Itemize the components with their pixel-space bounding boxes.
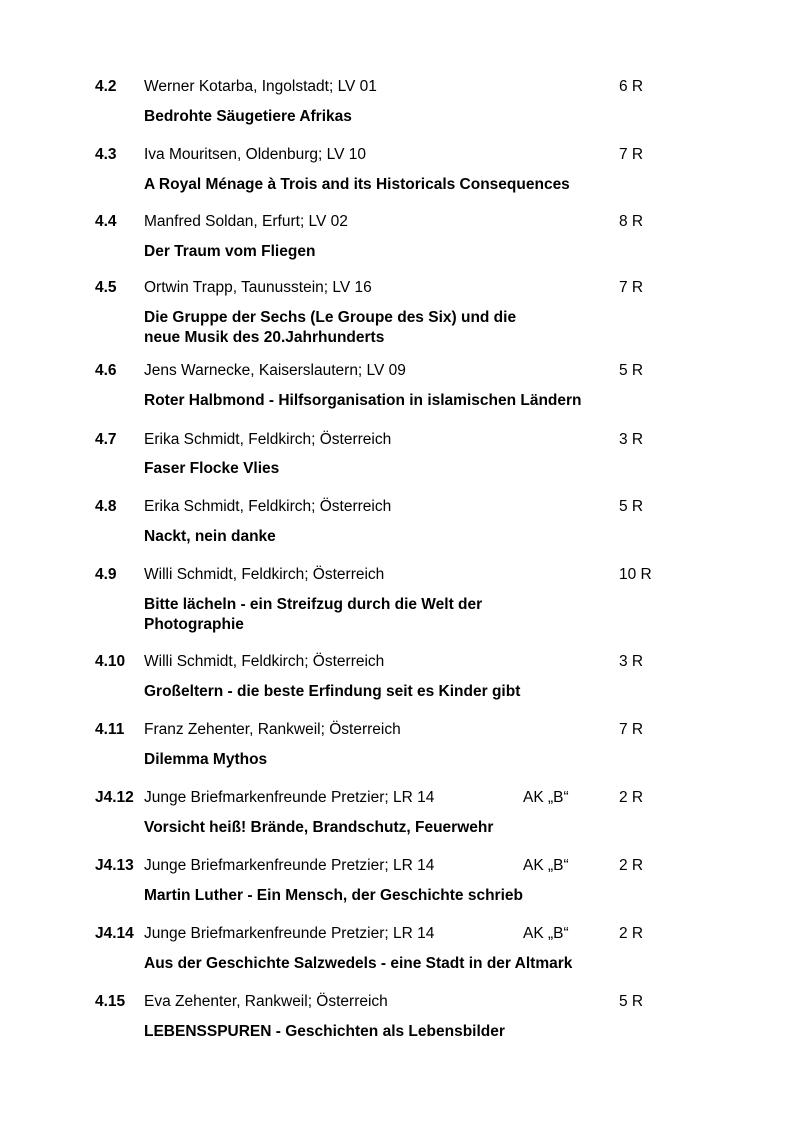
frame-count: 7 R bbox=[619, 146, 644, 163]
exhibitor-name: Junge Briefmarkenfreunde Pretzier; LR 14 bbox=[144, 789, 435, 806]
exhibit-title: Martin Luther - Ein Mensch, der Geschichte schrieb bbox=[144, 887, 523, 904]
exhibit-title: Der Traum vom Fliegen bbox=[144, 243, 316, 260]
frame-count: 2 R bbox=[619, 789, 644, 806]
frame-count: 3 R bbox=[619, 431, 644, 448]
exhibit-number: 4.9 bbox=[95, 566, 117, 583]
age-class: AK „B“ bbox=[523, 925, 569, 942]
exhibitor-name: Ortwin Trapp, Taunusstein; LV 16 bbox=[144, 279, 372, 296]
frame-count: 8 R bbox=[619, 213, 644, 230]
exhibit-title: Roter Halbmond - Hilfsorganisation in islamischen Ländern bbox=[144, 392, 582, 409]
exhibit-title: Aus der Geschichte Salzwedels - eine Stadt in der Altmark bbox=[144, 955, 573, 972]
exhibit-title: A Royal Ménage à Trois and its Historicals Consequences bbox=[144, 176, 570, 193]
exhibit-title: Vorsicht heiß! Brände, Brandschutz, Feuerwehr bbox=[144, 819, 494, 836]
age-class: AK „B“ bbox=[523, 857, 569, 874]
exhibit-number: 4.11 bbox=[95, 721, 125, 738]
exhibit-title: LEBENSSPUREN - Geschichten als Lebensbilder bbox=[144, 1023, 505, 1040]
frame-count: 2 R bbox=[619, 857, 644, 874]
exhibitor-name: Willi Schmidt, Feldkirch; Österreich bbox=[144, 653, 385, 670]
exhibitor-name: Junge Briefmarkenfreunde Pretzier; LR 14 bbox=[144, 925, 435, 942]
exhibit-title: Die Gruppe der Sechs (Le Groupe des Six) und die neue Musik des 20.Jahrhunderts bbox=[144, 309, 517, 346]
exhibitor-name: Eva Zehenter, Rankweil; Österreich bbox=[144, 993, 388, 1010]
exhibit-number: 4.10 bbox=[95, 653, 126, 670]
exhibit-title: Nackt, nein danke bbox=[144, 528, 276, 545]
exhibit-number: 4.5 bbox=[95, 279, 117, 296]
exhibit-number: J4.13 bbox=[95, 857, 134, 874]
exhibit-number: 4.2 bbox=[95, 78, 117, 95]
frame-count: 6 R bbox=[619, 78, 644, 95]
exhibitor-name: Junge Briefmarkenfreunde Pretzier; LR 14 bbox=[144, 857, 435, 874]
exhibitor-name: Erika Schmidt, Feldkirch; Österreich bbox=[144, 498, 392, 515]
frame-count: 5 R bbox=[619, 362, 644, 379]
exhibit-title: Bitte lächeln - ein Streifzug durch die Welt der Photographie bbox=[144, 596, 483, 633]
exhibit-number: J4.12 bbox=[95, 789, 134, 806]
exhibit-number: 4.8 bbox=[95, 498, 117, 515]
exhibitor-name: Manfred Soldan, Erfurt; LV 02 bbox=[144, 213, 348, 230]
exhibit-number: 4.6 bbox=[95, 362, 117, 379]
exhibit-number: J4.14 bbox=[95, 925, 134, 942]
frame-count: 7 R bbox=[619, 721, 644, 738]
exhibitor-name: Werner Kotarba, Ingolstadt; LV 01 bbox=[144, 78, 377, 95]
frame-count: 3 R bbox=[619, 653, 644, 670]
exhibitor-name: Willi Schmidt, Feldkirch; Österreich bbox=[144, 566, 385, 583]
exhibit-number: 4.15 bbox=[95, 993, 126, 1010]
frame-count: 10 R bbox=[619, 566, 652, 583]
exhibitor-name: Franz Zehenter, Rankweil; Österreich bbox=[144, 721, 401, 738]
exhibit-number: 4.3 bbox=[95, 146, 117, 163]
frame-count: 5 R bbox=[619, 498, 644, 515]
exhibit-title: Faser Flocke Vlies bbox=[144, 460, 280, 477]
exhibit-number: 4.7 bbox=[95, 431, 117, 448]
age-class: AK „B“ bbox=[523, 789, 569, 806]
frame-count: 7 R bbox=[619, 279, 644, 296]
frame-count: 5 R bbox=[619, 993, 644, 1010]
exhibitor-name: Iva Mouritsen, Oldenburg; LV 10 bbox=[144, 146, 367, 163]
exhibitor-name: Erika Schmidt, Feldkirch; Österreich bbox=[144, 431, 392, 448]
exhibit-title: Bedrohte Säugetiere Afrikas bbox=[144, 108, 352, 125]
exhibitor-name: Jens Warnecke, Kaiserslautern; LV 09 bbox=[144, 362, 406, 379]
exhibit-title: Großeltern - die beste Erfindung seit es Kinder gibt bbox=[144, 683, 521, 700]
exhibit-title: Dilemma Mythos bbox=[144, 751, 268, 768]
frame-count: 2 R bbox=[619, 925, 644, 942]
exhibit-number: 4.4 bbox=[95, 213, 117, 230]
